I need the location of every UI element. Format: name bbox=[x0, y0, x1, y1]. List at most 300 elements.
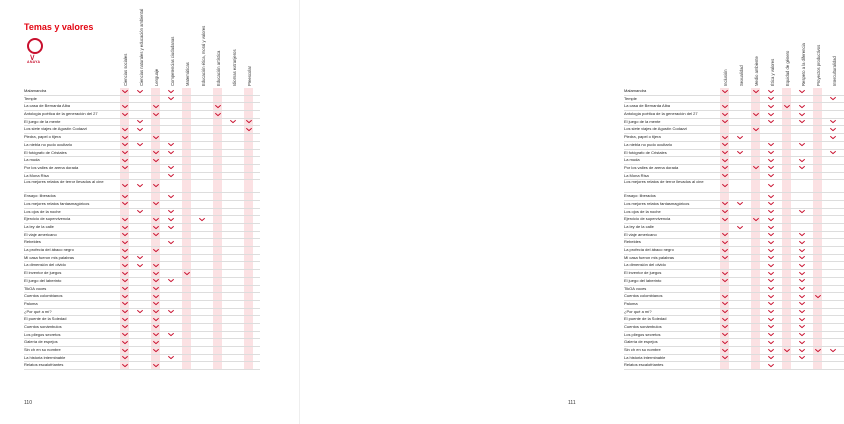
table-cell bbox=[720, 216, 729, 223]
table-cell bbox=[151, 293, 160, 300]
table-cell bbox=[151, 355, 160, 362]
table-cell bbox=[782, 180, 791, 192]
table-cell bbox=[813, 193, 822, 200]
table-cell bbox=[120, 347, 129, 354]
table-cell bbox=[244, 301, 253, 308]
table-cell bbox=[720, 316, 729, 323]
column-header-label: Ética y valores bbox=[769, 58, 775, 86]
checkmark-chevron-icon bbox=[122, 90, 128, 93]
table-cell bbox=[829, 309, 838, 316]
row-title: Rebeldes bbox=[624, 239, 641, 245]
row-title: Los mejores relatos fantasmagóricos bbox=[624, 200, 690, 206]
checkmark-chevron-icon bbox=[153, 287, 159, 290]
checkmark-chevron-icon bbox=[122, 318, 128, 321]
table-cell bbox=[167, 332, 176, 339]
checkmark-chevron-icon bbox=[168, 166, 174, 169]
table-cell bbox=[244, 339, 253, 346]
table-cell bbox=[136, 180, 145, 192]
table-cell bbox=[151, 286, 160, 293]
table-cell bbox=[120, 180, 129, 192]
table-cell bbox=[736, 286, 745, 293]
table-cell bbox=[182, 278, 191, 285]
table-cell bbox=[720, 165, 729, 172]
checkmark-chevron-icon bbox=[122, 241, 128, 244]
checkmark-chevron-icon bbox=[737, 202, 743, 205]
table-cell bbox=[751, 270, 760, 277]
table-row bbox=[624, 216, 844, 224]
table-cell bbox=[136, 278, 145, 285]
table-cell bbox=[782, 232, 791, 239]
checkmark-chevron-icon bbox=[753, 113, 759, 116]
checkmark-chevron-icon bbox=[799, 249, 805, 252]
table-cell bbox=[829, 216, 838, 223]
table-cell bbox=[198, 209, 207, 216]
table-cell bbox=[198, 119, 207, 126]
table-cell bbox=[151, 347, 160, 354]
table-cell bbox=[167, 216, 176, 223]
table-cell bbox=[229, 262, 238, 269]
column-header bbox=[753, 42, 762, 86]
table-cell bbox=[244, 201, 253, 208]
table-cell bbox=[120, 119, 129, 126]
table-cell bbox=[182, 332, 191, 339]
table-cell bbox=[751, 119, 760, 126]
table-cell bbox=[198, 157, 207, 164]
table-cell bbox=[720, 286, 729, 293]
row-title: La casa de Bernarda Alba bbox=[24, 103, 71, 109]
table-cell bbox=[244, 173, 253, 180]
checkmark-chevron-icon bbox=[799, 90, 805, 93]
checkmark-chevron-icon bbox=[168, 195, 174, 198]
table-cell bbox=[751, 262, 760, 269]
table-cell bbox=[751, 142, 760, 149]
table-cell bbox=[720, 103, 729, 110]
table-cell bbox=[751, 193, 760, 200]
row-title: Los siete viajes de Agustín Codazzi bbox=[624, 126, 687, 132]
table-cell bbox=[229, 347, 238, 354]
table-cell bbox=[244, 103, 253, 110]
table-row bbox=[24, 134, 260, 142]
table-cell bbox=[720, 339, 729, 346]
checkmark-chevron-icon bbox=[246, 128, 252, 131]
table-cell bbox=[829, 339, 838, 346]
table-cell bbox=[813, 293, 822, 300]
table-row bbox=[624, 316, 844, 324]
table-cell bbox=[136, 96, 145, 103]
table-cell bbox=[198, 270, 207, 277]
table-cell bbox=[813, 209, 822, 216]
checkmark-chevron-icon bbox=[168, 174, 174, 177]
checkmark-chevron-icon bbox=[753, 128, 759, 131]
table-cell bbox=[229, 362, 238, 369]
checkmark-chevron-icon bbox=[830, 120, 836, 123]
table-cell bbox=[751, 165, 760, 172]
column-header bbox=[831, 42, 840, 86]
table-cell bbox=[229, 309, 238, 316]
table-cell bbox=[736, 355, 745, 362]
table-cell bbox=[751, 362, 760, 369]
checkmark-chevron-icon bbox=[153, 151, 159, 154]
table-cell bbox=[244, 270, 253, 277]
checkmark-chevron-icon bbox=[168, 218, 174, 221]
table-cell bbox=[198, 103, 207, 110]
table-cell bbox=[798, 270, 807, 277]
table-cell bbox=[782, 309, 791, 316]
table-cell bbox=[751, 309, 760, 316]
table-cell bbox=[829, 347, 838, 354]
column-header bbox=[169, 36, 178, 86]
table-cell bbox=[813, 262, 822, 269]
table-cell bbox=[151, 134, 160, 141]
table-cell bbox=[782, 157, 791, 164]
table-cell bbox=[767, 216, 776, 223]
table-cell bbox=[244, 247, 253, 254]
table-cell bbox=[120, 278, 129, 285]
checkmark-chevron-icon bbox=[246, 120, 252, 123]
row-title: La historia interminable bbox=[24, 354, 66, 360]
checkmark-chevron-icon bbox=[722, 143, 728, 146]
row-title: La profecía del ábaco negro bbox=[24, 247, 74, 253]
checkmark-chevron-icon bbox=[768, 166, 774, 169]
table-cell bbox=[720, 262, 729, 269]
table-cell bbox=[151, 224, 160, 231]
table-cell bbox=[767, 262, 776, 269]
table-cell bbox=[813, 286, 822, 293]
table-cell bbox=[813, 339, 822, 346]
table-cell bbox=[736, 180, 745, 192]
table-row bbox=[24, 201, 260, 209]
table-row bbox=[624, 355, 844, 363]
table-cell bbox=[829, 301, 838, 308]
table-cell bbox=[182, 193, 191, 200]
table-cell bbox=[829, 355, 838, 362]
table-row bbox=[624, 278, 844, 286]
table-cell bbox=[120, 142, 129, 149]
table-cell bbox=[813, 201, 822, 208]
table-cell bbox=[767, 232, 776, 239]
table-cell bbox=[120, 270, 129, 277]
table-cell bbox=[167, 247, 176, 254]
table-cell bbox=[782, 301, 791, 308]
table-cell bbox=[213, 173, 222, 180]
row-title: Por los valles de arena dorada bbox=[24, 164, 79, 170]
table-cell bbox=[136, 316, 145, 323]
checkmark-chevron-icon bbox=[137, 256, 143, 259]
checkmark-chevron-icon bbox=[153, 364, 159, 367]
checkmark-chevron-icon bbox=[153, 333, 159, 336]
table-cell bbox=[782, 126, 791, 133]
table-cell bbox=[182, 247, 191, 254]
row-title: Antología poética de la generación del 27 bbox=[624, 111, 698, 117]
checkmark-chevron-icon bbox=[768, 287, 774, 290]
table-cell bbox=[120, 111, 129, 118]
checkmark-chevron-icon bbox=[768, 264, 774, 267]
checkmark-chevron-icon bbox=[122, 325, 128, 328]
right-page bbox=[300, 0, 837, 424]
table-cell bbox=[813, 278, 822, 285]
table-cell bbox=[229, 278, 238, 285]
table-cell bbox=[182, 134, 191, 141]
table-cell bbox=[213, 209, 222, 216]
table-cell bbox=[813, 88, 822, 95]
table-cell bbox=[813, 247, 822, 254]
table-cell bbox=[182, 347, 191, 354]
table-cell bbox=[798, 339, 807, 346]
table-cell bbox=[229, 324, 238, 331]
table-row bbox=[24, 142, 260, 150]
row-title: El juego del laberinto bbox=[624, 277, 662, 283]
table-cell bbox=[720, 355, 729, 362]
checkmark-chevron-icon bbox=[122, 272, 128, 275]
row-title: La muda bbox=[24, 157, 40, 163]
table-cell bbox=[829, 239, 838, 246]
checkmark-chevron-icon bbox=[799, 272, 805, 275]
checkmark-chevron-icon bbox=[768, 279, 774, 282]
table-cell bbox=[767, 111, 776, 118]
row-title: Temple bbox=[624, 95, 637, 101]
table-cell bbox=[182, 316, 191, 323]
table-cell bbox=[182, 232, 191, 239]
table-cell bbox=[767, 355, 776, 362]
table-cell bbox=[167, 262, 176, 269]
column-header bbox=[153, 42, 162, 86]
table-cell bbox=[182, 103, 191, 110]
table-cell bbox=[198, 142, 207, 149]
checkmark-chevron-icon bbox=[768, 249, 774, 252]
table-cell bbox=[782, 278, 791, 285]
table-cell bbox=[767, 173, 776, 180]
table-cell bbox=[829, 362, 838, 369]
table-cell bbox=[229, 96, 238, 103]
row-title: Paloma bbox=[624, 300, 638, 306]
table-cell bbox=[736, 324, 745, 331]
table-cell bbox=[213, 293, 222, 300]
column-header-label: Ciencias sociales bbox=[123, 53, 128, 86]
table-cell bbox=[229, 255, 238, 262]
table-cell bbox=[229, 103, 238, 110]
checkmark-chevron-icon bbox=[830, 349, 836, 352]
table-cell bbox=[120, 339, 129, 346]
table-cell bbox=[829, 209, 838, 216]
table-cell bbox=[767, 247, 776, 254]
checkmark-chevron-icon bbox=[768, 218, 774, 221]
table-cell bbox=[213, 247, 222, 254]
table-cell bbox=[229, 150, 238, 157]
checkmark-chevron-icon bbox=[768, 241, 774, 244]
table-row bbox=[24, 232, 260, 240]
table-row bbox=[24, 339, 260, 347]
checkmark-chevron-icon bbox=[168, 226, 174, 229]
table-row bbox=[624, 193, 844, 201]
table-cell bbox=[120, 239, 129, 246]
checkmark-chevron-icon bbox=[799, 295, 805, 298]
checkmark-chevron-icon bbox=[137, 310, 143, 313]
table-cell bbox=[767, 142, 776, 149]
row-title: Ejercicio de supervivencia bbox=[24, 216, 71, 222]
table-cell bbox=[244, 209, 253, 216]
column-header-label: Sexualidad bbox=[738, 65, 744, 86]
table-cell bbox=[182, 301, 191, 308]
table-cell bbox=[244, 262, 253, 269]
table-cell bbox=[720, 301, 729, 308]
table-row bbox=[24, 111, 260, 119]
table-cell bbox=[751, 150, 760, 157]
table-cell bbox=[720, 224, 729, 231]
table-cell bbox=[229, 316, 238, 323]
table-cell bbox=[198, 332, 207, 339]
table-cell bbox=[136, 126, 145, 133]
table-cell bbox=[198, 347, 207, 354]
table-cell bbox=[782, 209, 791, 216]
row-title: TikOA voces bbox=[24, 285, 47, 291]
table-cell bbox=[720, 88, 729, 95]
table-cell bbox=[736, 278, 745, 285]
table-cell bbox=[720, 332, 729, 339]
table-cell bbox=[720, 193, 729, 200]
table-cell bbox=[813, 355, 822, 362]
table-cell bbox=[829, 180, 838, 192]
table-row bbox=[24, 224, 260, 232]
table-cell bbox=[213, 239, 222, 246]
table-cell bbox=[720, 232, 729, 239]
table-row bbox=[624, 332, 844, 340]
table-cell bbox=[798, 216, 807, 223]
table-cell bbox=[829, 96, 838, 103]
row-title: La niebla no pudo ocultarlo bbox=[624, 141, 673, 147]
table-cell bbox=[813, 134, 822, 141]
table-cell bbox=[167, 126, 176, 133]
table-cell bbox=[782, 316, 791, 323]
checkmark-chevron-icon bbox=[122, 264, 128, 267]
table-cell bbox=[213, 103, 222, 110]
table-cell bbox=[798, 309, 807, 316]
checkmark-chevron-icon bbox=[137, 90, 143, 93]
table-cell bbox=[229, 88, 238, 95]
table-cell bbox=[198, 324, 207, 331]
table-cell bbox=[798, 193, 807, 200]
table-cell bbox=[213, 201, 222, 208]
table-cell bbox=[213, 339, 222, 346]
table-cell bbox=[120, 301, 129, 308]
table-cell bbox=[829, 157, 838, 164]
checkmark-chevron-icon bbox=[768, 159, 774, 162]
table-cell bbox=[751, 232, 760, 239]
row-title: Temple bbox=[24, 95, 37, 101]
table-cell bbox=[829, 193, 838, 200]
table-cell bbox=[167, 339, 176, 346]
table-cell bbox=[244, 126, 253, 133]
table-cell bbox=[120, 134, 129, 141]
table-cell bbox=[767, 316, 776, 323]
checkmark-chevron-icon bbox=[137, 128, 143, 131]
table-cell bbox=[813, 332, 822, 339]
table-cell bbox=[244, 111, 253, 118]
table-cell bbox=[151, 309, 160, 316]
table-cell bbox=[751, 209, 760, 216]
table-cell bbox=[167, 286, 176, 293]
table-cell bbox=[213, 96, 222, 103]
table-cell bbox=[798, 355, 807, 362]
table-cell bbox=[229, 157, 238, 164]
table-cell bbox=[720, 173, 729, 180]
table-cell bbox=[229, 247, 238, 254]
checkmark-chevron-icon bbox=[722, 233, 728, 236]
table-cell bbox=[244, 332, 253, 339]
table-cell bbox=[198, 216, 207, 223]
checkmark-chevron-icon bbox=[153, 341, 159, 344]
table-cell bbox=[829, 134, 838, 141]
checkmark-chevron-icon bbox=[784, 349, 790, 352]
table-cell bbox=[151, 270, 160, 277]
table-cell bbox=[213, 278, 222, 285]
table-cell bbox=[167, 96, 176, 103]
table-cell bbox=[198, 309, 207, 316]
row-title: Por los valles de arena dorada bbox=[624, 164, 679, 170]
table-cell bbox=[751, 286, 760, 293]
page-title: Temas y valores bbox=[24, 22, 94, 32]
checkmark-chevron-icon bbox=[153, 264, 159, 267]
checkmark-chevron-icon bbox=[722, 210, 728, 213]
checkmark-chevron-icon bbox=[153, 310, 159, 313]
table-cell bbox=[751, 96, 760, 103]
row-title: Cuentos sonámbulos bbox=[24, 323, 62, 329]
row-title: Piedra, papel o tijera bbox=[624, 134, 661, 140]
table-cell bbox=[798, 262, 807, 269]
table-cell bbox=[751, 278, 760, 285]
table-cell bbox=[213, 193, 222, 200]
table-cell bbox=[767, 96, 776, 103]
table-row bbox=[24, 103, 260, 111]
table-row bbox=[24, 262, 260, 270]
table-cell bbox=[167, 239, 176, 246]
table-cell bbox=[182, 216, 191, 223]
checkmark-chevron-icon bbox=[722, 272, 728, 275]
table-cell bbox=[182, 126, 191, 133]
table-cell bbox=[782, 142, 791, 149]
checkmark-chevron-icon bbox=[122, 184, 128, 187]
checkmark-chevron-icon bbox=[122, 151, 128, 154]
table-cell bbox=[198, 316, 207, 323]
checkmark-chevron-icon bbox=[122, 356, 128, 359]
table-cell bbox=[720, 96, 729, 103]
table-row bbox=[24, 316, 260, 324]
row-title: Galería de espejos bbox=[24, 339, 58, 345]
table-cell bbox=[213, 286, 222, 293]
table-cell bbox=[182, 209, 191, 216]
table-cell bbox=[782, 324, 791, 331]
table-cell bbox=[782, 165, 791, 172]
table-cell bbox=[136, 88, 145, 95]
table-cell bbox=[151, 193, 160, 200]
table-cell bbox=[120, 193, 129, 200]
table-cell bbox=[813, 301, 822, 308]
row-title: Mi casa fueron mis palabras bbox=[24, 254, 75, 260]
logo-text: ANAYA bbox=[27, 60, 41, 64]
table-cell bbox=[244, 239, 253, 246]
table-row bbox=[624, 293, 844, 301]
table-cell bbox=[798, 134, 807, 141]
table-cell bbox=[782, 173, 791, 180]
table-cell bbox=[736, 316, 745, 323]
table-cell bbox=[151, 332, 160, 339]
checkmark-chevron-icon bbox=[799, 356, 805, 359]
table-cell bbox=[151, 324, 160, 331]
table-row bbox=[624, 165, 844, 173]
table-cell bbox=[736, 173, 745, 180]
table-row bbox=[24, 255, 260, 263]
table-cell bbox=[167, 301, 176, 308]
table-cell bbox=[151, 126, 160, 133]
